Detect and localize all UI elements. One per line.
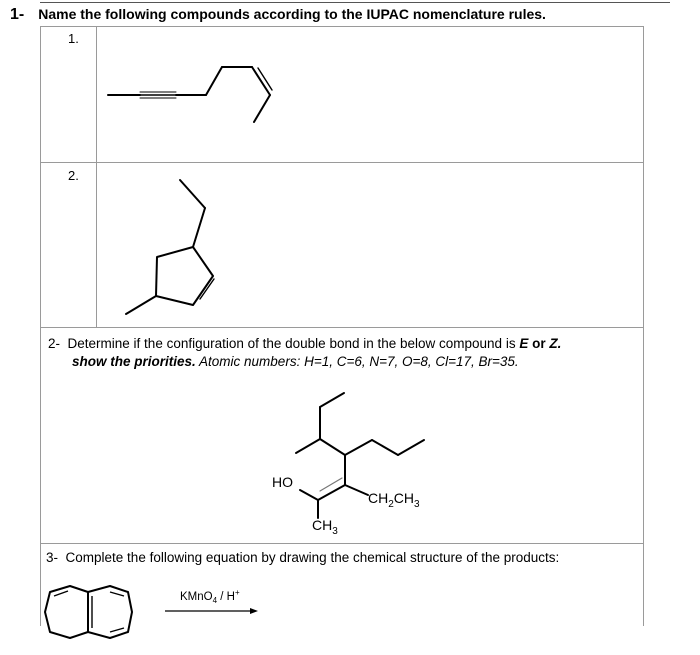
reagent-sup: +: [234, 588, 240, 597]
or-word: or: [528, 336, 550, 351]
e-label: E: [519, 336, 529, 351]
ethyl-ch-2: CH: [393, 490, 415, 506]
reagent-mid: / H: [217, 590, 235, 603]
question-1-number: 1-: [10, 6, 25, 23]
question-3-instruction: Complete the following equation by drawing the chemical structure of the products:: [65, 550, 560, 565]
question-1-instruction: Name the following compounds according to the IUPAC nomenclature rules.: [38, 6, 546, 22]
atomic-numbers-text: Atomic numbers: H=1, C=6, N=7, O=8, Cl=17, Br=35.: [195, 354, 519, 369]
ethyl-sub-2: 3: [414, 498, 420, 510]
question-3-number: 3-: [46, 550, 59, 565]
methyl-sub: 3: [332, 525, 338, 537]
ethyl-sub-1: 2: [388, 498, 394, 510]
reagent-sub: 4: [212, 596, 218, 606]
z-label: Z.: [549, 336, 562, 351]
reagent-main: KMnO: [180, 590, 213, 603]
question-2-number: 2-: [48, 336, 61, 351]
item-2-label: 2.: [68, 168, 79, 183]
methyl-ch: CH: [312, 517, 333, 533]
item-1-label: 1.: [68, 31, 79, 46]
question-2-text-start: Determine if the configuration of the double bond in the below compound is: [67, 336, 520, 351]
ethyl-ch-1: CH: [368, 490, 389, 506]
priorities-text: show the priorities.: [72, 354, 196, 369]
ho-text: HO: [272, 474, 293, 490]
